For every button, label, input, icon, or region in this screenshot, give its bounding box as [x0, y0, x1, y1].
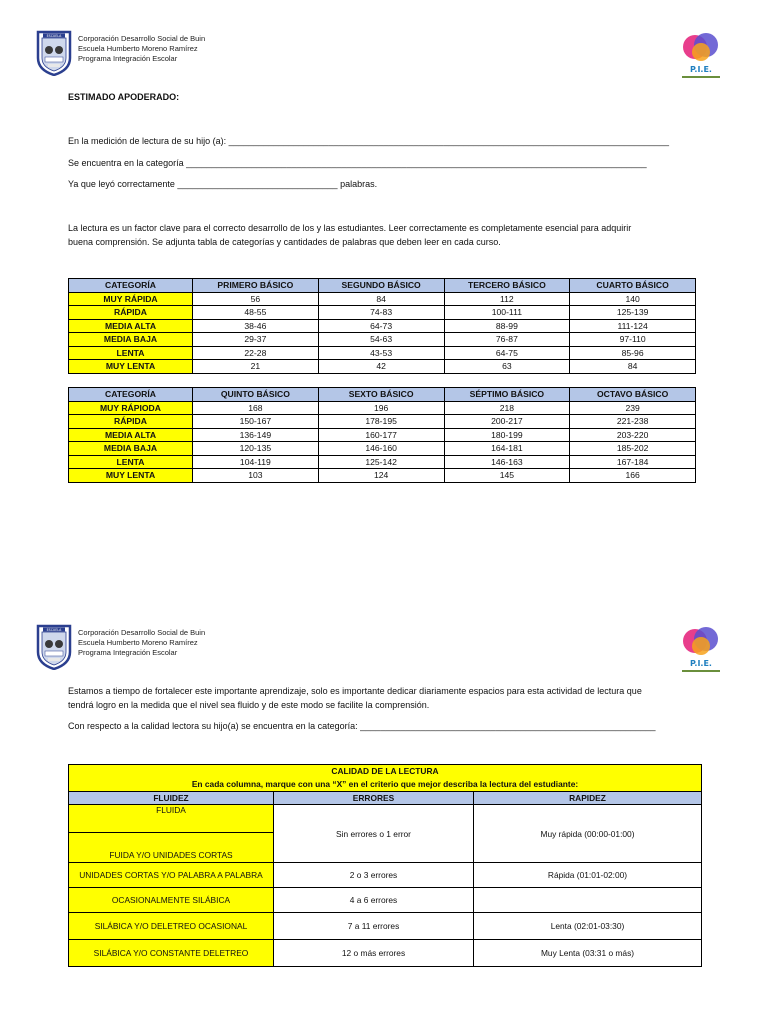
table-cell: 239 — [570, 401, 696, 415]
category-cell: MEDIA ALTA — [69, 319, 193, 333]
errores-option[interactable]: 12 o más errores — [274, 940, 474, 967]
organization-info — [78, 34, 205, 64]
org-line-2: Escuela Humberto Moreno Ramírez — [78, 44, 198, 53]
form-line-quality-category: Con respecto a la calidad lectora su hijo(a) se encuentra en la categoría: ___________________________________________________________ — [68, 721, 656, 731]
table-cell: 180-199 — [444, 428, 570, 442]
reading-categories-table-1-4 — [68, 278, 696, 374]
page-header-second — [36, 624, 736, 680]
table-cell: 22-28 — [193, 346, 319, 360]
table-cell: 145 — [444, 469, 570, 483]
column-header: SÉPTIMO BÁSICO — [444, 388, 570, 402]
school-crest-logo — [36, 30, 72, 76]
table-row — [69, 360, 696, 374]
table-row — [69, 319, 696, 333]
table-row — [69, 306, 696, 320]
table-cell: 166 — [570, 469, 696, 483]
column-header: SEGUNDO BÁSICO — [318, 279, 444, 293]
school-crest-logo — [36, 624, 72, 670]
table-cell: 160-177 — [318, 428, 444, 442]
table-cell: 54-63 — [318, 333, 444, 347]
column-header: TERCERO BÁSICO — [444, 279, 570, 293]
fluidez-option[interactable]: OCASIONALMENTE SILÁBICA — [69, 888, 274, 913]
org-line-3: Programa Integración Escolar — [78, 54, 178, 63]
fluidez-option[interactable]: UNIDADES CORTAS Y/O PALABRA A PALABRA — [69, 863, 274, 888]
table-cell: 150-167 — [193, 415, 319, 429]
table-cell: 185-202 — [570, 442, 696, 456]
table-cell: 48-55 — [193, 306, 319, 320]
category-cell: MUY LENTA — [69, 360, 193, 374]
table-cell: 43-53 — [318, 346, 444, 360]
table-cell: 103 — [193, 469, 319, 483]
column-header-rapidez: RAPIDEZ — [474, 792, 702, 805]
table-cell: 167-184 — [570, 455, 696, 469]
table-cell: 84 — [570, 360, 696, 374]
category-cell: LENTA — [69, 455, 193, 469]
form-line-category: Se encuentra en la categoría ____________________________________________________________________________________________ — [68, 158, 647, 168]
column-header: OCTAVO BÁSICO — [570, 388, 696, 402]
errores-option[interactable]: 7 a 11 errores — [274, 913, 474, 940]
quality-title: CALIDAD DE LA LECTURA — [331, 766, 439, 776]
table-cell: 84 — [318, 292, 444, 306]
rapidez-option[interactable]: Lenta (02:01-03:30) — [474, 913, 702, 940]
category-cell: MUY RÁPIDA — [69, 292, 193, 306]
category-cell: RÁPIDA — [69, 415, 193, 429]
table-cell: 88-99 — [444, 319, 570, 333]
table-cell: 76-87 — [444, 333, 570, 347]
encouragement-paragraph-line-2: tendrá logro en la medida que el nivel sea fluido y de este modo se facilite la comprensión. — [68, 700, 430, 710]
table-cell: 42 — [318, 360, 444, 374]
category-cell: MEDIA BAJA — [69, 333, 193, 347]
category-cell: LENTA — [69, 346, 193, 360]
table-row — [69, 428, 696, 442]
column-header: CATEGORÍA — [69, 279, 193, 293]
table-row — [69, 455, 696, 469]
category-cell: MUY RÁPIODA — [69, 401, 193, 415]
form-line-measurement: En la medición de lectura de su hijo (a): ________________________________________________________________________________________ — [68, 136, 670, 146]
org-line-1: Corporación Desarrollo Social de Buin — [78, 628, 206, 637]
category-cell: MEDIA BAJA — [69, 442, 193, 456]
table-cell: 38-46 — [193, 319, 319, 333]
rapidez-empty-cell[interactable] — [474, 888, 702, 913]
pie-logo-text: P.I.E. — [690, 65, 712, 74]
errores-option[interactable]: 4 a 6 errores — [274, 888, 474, 913]
fluidez-option[interactable]: SILÁBICA Y/O DELETREO OCASIONAL — [69, 913, 274, 940]
intro-paragraph-line-2: buena comprensión. Se adjunta tabla de categorías y cantidades de palabras que deben leer en cada curso. — [68, 237, 501, 247]
table-header-row — [69, 388, 696, 402]
table-cell: 21 — [193, 360, 319, 374]
table-cell: 56 — [193, 292, 319, 306]
table-cell: 111-124 — [570, 319, 696, 333]
fluidez-option[interactable]: FUIDA Y/O UNIDADES CORTAS — [69, 833, 274, 863]
column-header: CATEGORÍA — [69, 388, 193, 402]
table-cell: 100-111 — [444, 306, 570, 320]
table-row — [69, 863, 702, 888]
table-row — [69, 333, 696, 347]
table-cell: 120-135 — [193, 442, 319, 456]
quality-title-row — [69, 765, 702, 792]
table-cell: 97-110 — [570, 333, 696, 347]
table-row — [69, 415, 696, 429]
table-cell: 146-163 — [444, 455, 570, 469]
org-line-2: Escuela Humberto Moreno Ramírez — [78, 638, 198, 647]
category-cell: MEDIA ALTA — [69, 428, 193, 442]
pie-program-logo — [674, 28, 728, 82]
category-cell: RÁPIDA — [69, 306, 193, 320]
errores-option[interactable]: Sin errores o 1 error — [274, 805, 474, 863]
column-header-fluidez: FLUIDEZ — [69, 792, 274, 805]
column-header: PRIMERO BÁSICO — [193, 279, 319, 293]
table-row — [69, 346, 696, 360]
rapidez-option[interactable]: Rápida (01:01-02:00) — [474, 863, 702, 888]
crest-text: ESCUELA — [46, 627, 62, 632]
rapidez-option[interactable]: Muy Lenta (03:31 o más) — [474, 940, 702, 967]
quality-header-row — [69, 792, 702, 805]
table-cell: 221-238 — [570, 415, 696, 429]
table-cell: 164-181 — [444, 442, 570, 456]
table-row — [69, 469, 696, 483]
errores-option[interactable]: 2 o 3 errores — [274, 863, 474, 888]
table-cell: 85-96 — [570, 346, 696, 360]
pie-program-logo — [674, 622, 728, 676]
table-cell: 63 — [444, 360, 570, 374]
table-row — [69, 292, 696, 306]
table-cell: 64-73 — [318, 319, 444, 333]
table-row — [69, 913, 702, 940]
table-row — [69, 442, 696, 456]
org-line-1: Corporación Desarrollo Social de Buin — [78, 34, 206, 43]
column-header: QUINTO BÁSICO — [193, 388, 319, 402]
table-row — [69, 940, 702, 967]
table-cell: 168 — [193, 401, 319, 415]
fluidez-option[interactable]: SILÁBICA Y/O CONSTANTE DELETREO — [69, 940, 274, 967]
rapidez-option[interactable]: Muy rápida (00:00-01:00) — [474, 805, 702, 863]
table-cell: 146-160 — [318, 442, 444, 456]
org-line-3: Programa Integración Escolar — [78, 648, 178, 657]
column-header-errores: ERRORES — [274, 792, 474, 805]
column-header: CUARTO BÁSICO — [570, 279, 696, 293]
table-cell: 64-75 — [444, 346, 570, 360]
page-header — [36, 30, 736, 86]
column-header: SEXTO BÁSICO — [318, 388, 444, 402]
table-cell: 29-37 — [193, 333, 319, 347]
pie-logo-text: P.I.E. — [690, 659, 712, 668]
quality-title-cell — [69, 765, 702, 792]
reading-quality-table — [68, 764, 702, 967]
table-cell: 140 — [570, 292, 696, 306]
table-cell: 125-142 — [318, 455, 444, 469]
crest-text: ESCUELA — [46, 33, 62, 38]
greeting-heading: ESTIMADO APODERADO: — [68, 92, 180, 102]
table-cell: 196 — [318, 401, 444, 415]
table-cell: 136-149 — [193, 428, 319, 442]
table-cell: 200-217 — [444, 415, 570, 429]
organization-info — [78, 628, 205, 658]
form-line-words-read: Ya que leyó correctamente ________________________________ palabras. — [68, 179, 378, 189]
table-cell: 112 — [444, 292, 570, 306]
quality-instruction: En cada columna, marque con una “X” en el criterio que mejor describa la lectura del estudiante: — [191, 779, 579, 789]
table-row — [69, 805, 702, 833]
intro-paragraph-line-1: La lectura es un factor clave para el correcto desarrollo de los y las estudiantes. Leer correctamente es completamente esencial para adquirir — [68, 223, 632, 233]
table-cell: 124 — [318, 469, 444, 483]
table-row — [69, 888, 702, 913]
fluidez-option[interactable]: FLUIDA — [69, 805, 274, 833]
table-cell: 218 — [444, 401, 570, 415]
table-cell: 104-119 — [193, 455, 319, 469]
encouragement-paragraph-line-1: Estamos a tiempo de fortalecer este importante aprendizaje, solo es importante dedicar diariamente espacios para esta actividad de lectura que — [68, 686, 642, 696]
table-row — [69, 401, 696, 415]
table-header-row — [69, 279, 696, 293]
table-cell: 203-220 — [570, 428, 696, 442]
table-cell: 178-195 — [318, 415, 444, 429]
table-cell: 74-83 — [318, 306, 444, 320]
category-cell: MUY LENTA — [69, 469, 193, 483]
table-cell: 125-139 — [570, 306, 696, 320]
reading-categories-table-5-8 — [68, 387, 696, 483]
